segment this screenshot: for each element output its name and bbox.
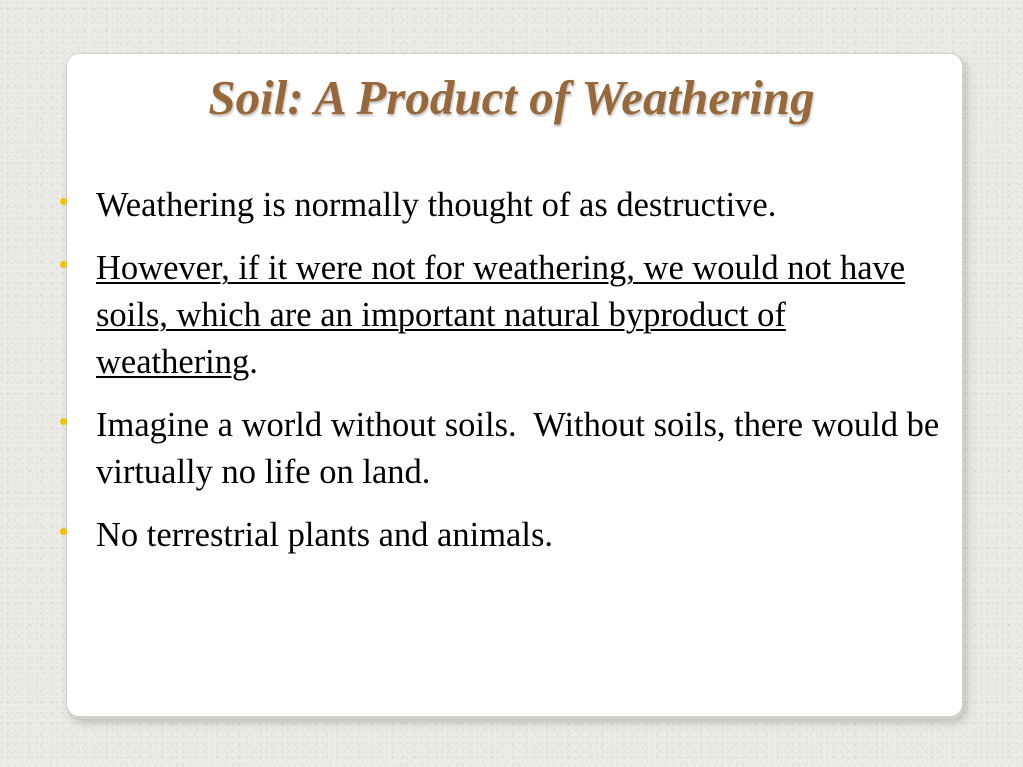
bullet-item	[60, 402, 950, 496]
bullet-item	[60, 245, 950, 386]
bullet-trailing-text: .	[249, 343, 258, 381]
bullet-item	[60, 512, 950, 559]
bullet-text: Weathering is normally thought of as destructive.	[96, 186, 777, 224]
bullet-dot-icon	[60, 198, 67, 205]
bullet-dot-icon	[60, 528, 67, 535]
bullet-text: No terrestrial plants and animals.	[96, 516, 553, 554]
bullet-dot-icon	[60, 261, 67, 268]
bullet-list	[60, 182, 950, 559]
bullet-item	[60, 182, 950, 229]
bullet-dot-icon	[60, 418, 67, 425]
bullet-underlined-text: However, if it were not for weathering, we would not have soils, which are an important natural byproduct of weathering	[96, 249, 906, 381]
bullet-text: Imagine a world without soils. Without soils, there would be virtually no life on land.	[96, 406, 948, 491]
slide-title: Soil: A Product of Weathering	[208, 70, 815, 125]
